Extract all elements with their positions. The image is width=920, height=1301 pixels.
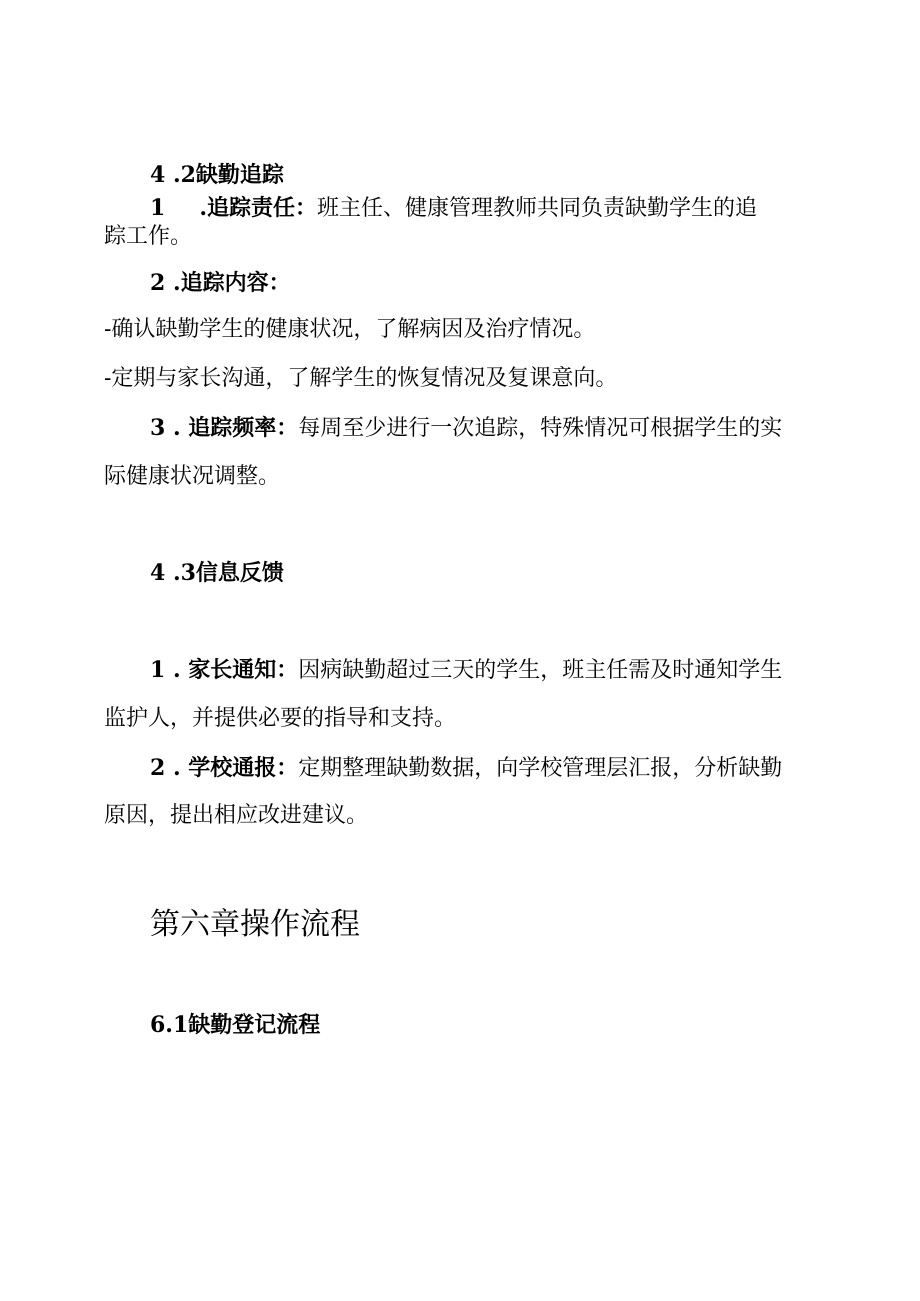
item-parent-notification [150,655,816,686]
item-title: 3 . 追踪频率： [150,415,299,441]
chapter-title: 第六章操作流程 [150,907,360,942]
item-school-report [150,753,816,784]
item-text: 班主任、健康管理教师共同负责缺勤学生的追 [316,196,757,221]
section-4-3-heading: 4 .3信息反馈 [150,560,284,586]
item-text-continuation: 监护人，并提供必要的指导和支持。 [104,706,457,731]
item-text: 因病缺勤超过三天的学生，班主任需及时通知学生 [298,658,783,683]
item-number: 1 [150,195,166,221]
item-text-continuation: 踪工作。 [104,224,193,249]
item-text: 定期整理缺勤数据，向学校管理层汇报，分析缺勤 [298,756,783,781]
bullet-item: -定期与家长沟通，了解学生的恢复情况及复课意向。 [104,366,618,391]
item-text-continuation: 际健康状况调整。 [104,464,281,489]
item-title: 2 . 学校通报： [150,755,299,781]
item-tracking-frequency [150,413,816,444]
section-4-2-heading: 4 .2缺勤追踪 [150,162,284,188]
item-text: 每周至少进行一次追踪，特殊情况可根据学生的实 [298,416,783,441]
item-title: 1 . 家长通知： [150,657,299,683]
item-text-continuation: 原因，提出相应改进建议。 [104,803,369,828]
bullet-item: -确认缺勤学生的健康状况，了解病因及治疗情况。 [104,317,596,342]
section-6-1-heading: 6.1缺勤登记流程 [150,1012,321,1038]
item-tracking-responsibility [150,193,816,224]
item-title: .追踪责任： [199,195,317,221]
item-tracking-content-title: 2 .追踪内容： [150,270,291,296]
